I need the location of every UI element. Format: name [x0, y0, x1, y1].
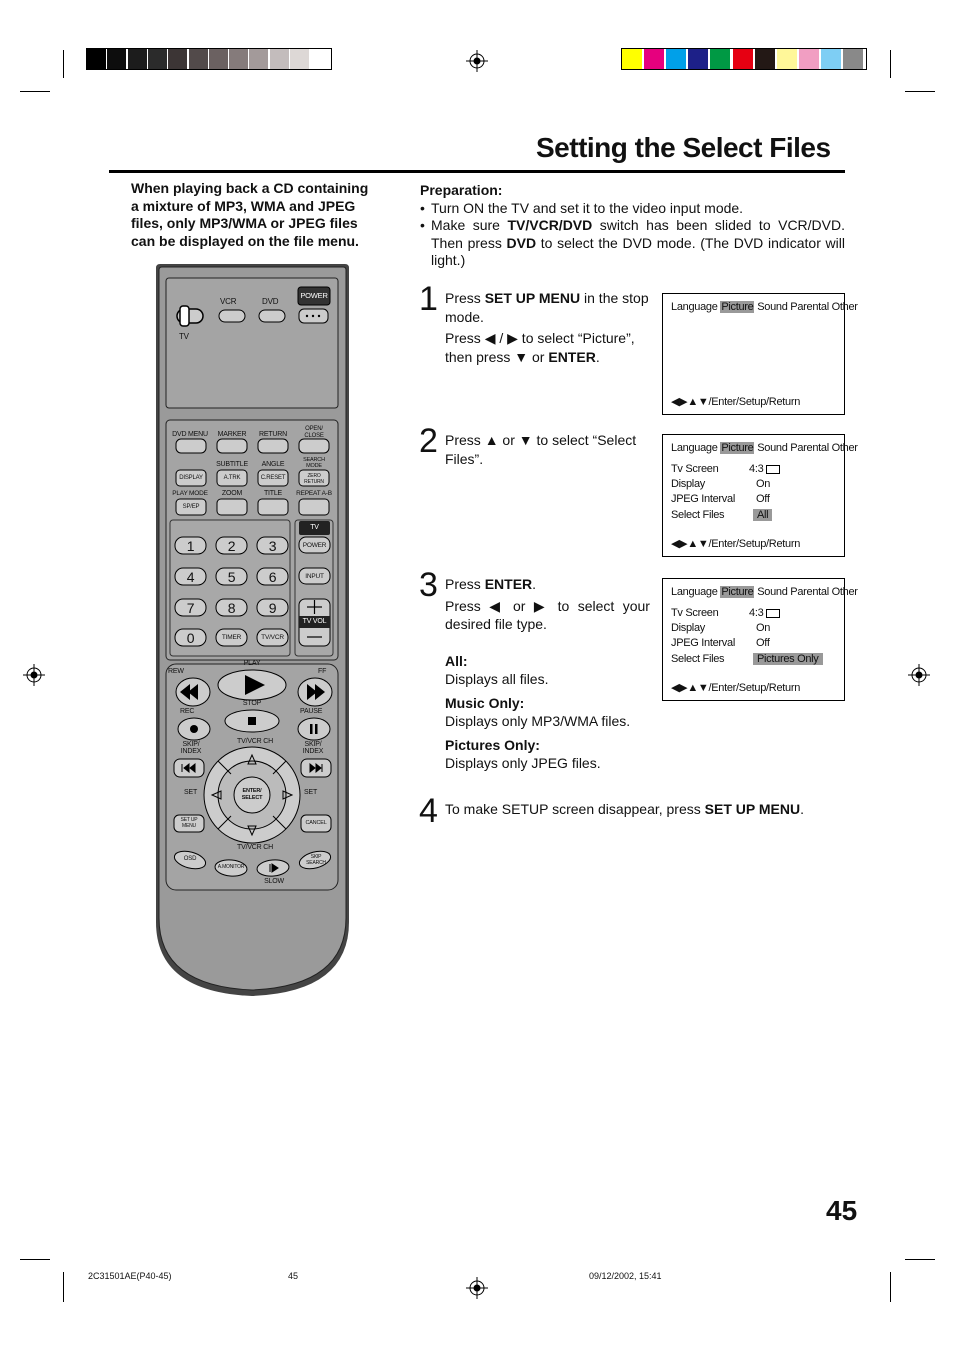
title-rule: [109, 170, 845, 173]
open-close-button[interactable]: OPEN/ CLOSE: [304, 426, 324, 439]
enter-select-button[interactable]: ENTER/ SELECT: [241, 788, 263, 801]
grayscale-bar: [86, 48, 332, 70]
tv-screen-icon: [766, 609, 780, 618]
digit-5-button[interactable]: 5: [227, 569, 236, 585]
color-swatch: [688, 49, 709, 69]
skip-index-label: SKIP/ INDEX: [180, 741, 202, 755]
osd-row: Display On: [671, 478, 771, 490]
slow-label: SLOW: [264, 878, 284, 885]
digit-6-button[interactable]: 6: [268, 569, 277, 585]
gray-swatch: [168, 49, 188, 69]
osd-footer: ◀▶▲▼/Enter/Setup/Return: [671, 538, 801, 550]
registration-mark-icon: [466, 50, 488, 72]
title-label: TITLE: [263, 490, 283, 497]
color-swatch: [733, 49, 754, 69]
gray-swatch: [87, 49, 107, 69]
rew-label: REW: [168, 668, 184, 675]
gray-swatch: [148, 49, 168, 69]
gray-swatch: [270, 49, 290, 69]
remote-label: VCR: [220, 297, 237, 306]
osd-screen: [662, 578, 858, 701]
color-swatch: [622, 49, 643, 69]
tv-vol-label: TV VOL: [302, 618, 327, 625]
amonitor-button[interactable]: A.MONITOR: [217, 864, 245, 870]
step-number: 3: [419, 566, 438, 604]
page-number: 45: [826, 1195, 858, 1226]
digit-1-button[interactable]: 1: [186, 538, 195, 554]
osd-menu-bar: Language Picture Sound Parental Other: [671, 442, 858, 454]
color-swatch: [843, 49, 864, 69]
step-number: 1: [419, 280, 438, 318]
remote-control: [150, 262, 355, 998]
osd-footer: ◀▶▲▼/Enter/Setup/Return: [671, 396, 801, 408]
display-button[interactable]: DISPLAY: [179, 475, 203, 481]
rec-label: REC: [180, 708, 195, 715]
osd-menu-bar: Language Picture Sound Parental Other: [671, 586, 858, 598]
digit-8-button[interactable]: 8: [227, 600, 236, 616]
color-swatch: [777, 49, 798, 69]
gray-swatch: [128, 49, 148, 69]
play-mode-label: PLAY MODE: [172, 490, 208, 497]
spep-button[interactable]: SP/EP: [182, 504, 200, 510]
preparation-bullet: • Turn ON the TV and set it to the video input mode.: [420, 200, 845, 218]
digit-9-button[interactable]: 9: [268, 600, 277, 616]
osd-row: Display On: [671, 622, 771, 634]
color-swatch: [821, 49, 842, 69]
remote-label: DVD: [262, 297, 279, 306]
left-arrow-icon: ◀: [484, 330, 496, 346]
left-arrow-icon: ◀: [489, 597, 505, 614]
play-label: PLAY: [243, 660, 261, 667]
footer-page: 45: [288, 1271, 299, 1281]
tv-vcr-ch-label: TV/VCR CH: [237, 738, 273, 745]
subtitle-label: SUBTITLE: [216, 461, 248, 468]
gray-swatch: [290, 49, 310, 69]
gray-swatch: [249, 49, 269, 69]
zoom-label: ZOOM: [221, 490, 243, 497]
color-swatch: [710, 49, 731, 69]
search-mode-label: SEARCH MODE: [303, 457, 325, 469]
power-tv-button[interactable]: POWER: [302, 542, 327, 549]
color-swatch: [755, 49, 776, 69]
intro-text: When playing back a CD containing a mixture of MP3, WMA and JPEG files, only MP3/WMA or JPEG files can be displayed on the file menu.: [131, 180, 369, 249]
crop-mark: [20, 91, 50, 92]
ff-label: FF: [318, 668, 327, 675]
gray-swatch: [229, 49, 249, 69]
step-3-text: Press ENTER. Press ◀ or ▶ to select your desired file type. All: Displays all files. Music Only: Displays only MP3/WMA files. Pictures Only: Displays only JPEG files.: [445, 576, 650, 771]
osd-footer: ◀▶▲▼/Enter/Setup/Return: [671, 682, 801, 694]
crop-mark: [890, 50, 891, 78]
digit-4-button[interactable]: 4: [186, 569, 195, 585]
preparation-bullet: • Make sure TV/VCR/DVD switch has been slided to VCR/DVD. Then press DVD to select the DVD mode. (The DVD indicator will light.): [420, 217, 846, 268]
registration-mark-icon: [23, 664, 45, 686]
remote-label: TV: [179, 332, 189, 341]
down-arrow-icon: ▼: [514, 348, 529, 365]
power-button[interactable]: POWER: [300, 291, 328, 300]
osd-row: Select Files All: [671, 509, 724, 521]
digit-7-button[interactable]: 7: [186, 600, 195, 616]
tv-screen-icon: [766, 465, 780, 474]
marker-button[interactable]: MARKER: [217, 431, 247, 438]
osd-menu-bar: Language Picture Sound Parental Other: [671, 301, 858, 313]
setup-menu-button[interactable]: SET UP MENU: [180, 817, 198, 829]
timer-button[interactable]: TIMER: [221, 634, 242, 641]
preparation-heading: Preparation:: [420, 182, 503, 198]
step-2-text: Press ▲ or ▼ to select “Select Files”.: [445, 432, 637, 467]
footer-date: 09/12/2002, 15:41: [589, 1271, 662, 1281]
angle-label: ANGLE: [261, 461, 285, 468]
down-arrow-icon: ▼: [518, 432, 533, 448]
digit-2-button[interactable]: 2: [227, 538, 236, 554]
digit-0-button[interactable]: 0: [186, 630, 195, 646]
digit-3-button[interactable]: 3: [268, 538, 277, 554]
creset-button[interactable]: C.RESET: [260, 475, 286, 481]
color-swatch: [666, 49, 687, 69]
page-title: Setting the Select Files: [536, 132, 831, 163]
color-swatch: [799, 49, 820, 69]
bullet-text: Turn ON the TV and set it to the video input mode.: [431, 200, 744, 216]
step-4-text: To make SETUP screen disappear, press SET UP MENU.: [445, 801, 804, 817]
tv-button[interactable]: TV: [310, 524, 319, 531]
cancel-button[interactable]: CANCEL: [305, 820, 327, 826]
osd-button[interactable]: OSD: [183, 856, 197, 862]
gray-swatch: [310, 49, 330, 69]
bullet-text: Make sure TV/VCR/DVD switch has been slided to VCR/DVD. Then press DVD to select the DVD mode. (The DVD indicator will light.): [431, 217, 846, 268]
skip-search-button[interactable]: SKIP SEARCH: [306, 854, 326, 866]
osd-row: JPEG Interval Off: [671, 637, 770, 649]
osd-screen: [662, 293, 858, 415]
stop-label: STOP: [242, 700, 262, 707]
right-arrow-icon: ▶: [533, 597, 550, 614]
dvd-menu-button[interactable]: DVD MENU: [172, 431, 208, 438]
crop-mark: [905, 1259, 935, 1260]
right-arrow-icon: ▶: [507, 330, 518, 346]
crop-mark: [63, 50, 64, 78]
nav-arrows-icon: ◀▶▲▼: [671, 682, 709, 694]
set-label: SET: [304, 789, 318, 796]
skip-index-label: SKIP/ INDEX: [302, 741, 324, 755]
crop-mark: [905, 91, 935, 92]
return-button[interactable]: RETURN: [259, 431, 287, 438]
gray-swatch: [189, 49, 209, 69]
gray-swatch: [209, 49, 229, 69]
repeat-label: REPEAT A-B: [296, 490, 332, 497]
registration-mark-icon: [466, 1277, 488, 1299]
nav-arrows-icon: ◀▶▲▼: [671, 538, 709, 550]
osd-row: Select Files Pictures Only: [671, 653, 724, 665]
step-number: 4: [419, 792, 438, 830]
atrk-button[interactable]: A.TRK: [223, 475, 241, 481]
input-button[interactable]: INPUT: [305, 573, 324, 580]
zero-return-button[interactable]: ZERO RETURN: [304, 473, 324, 485]
osd-screen: [662, 434, 858, 557]
color-bar: [621, 48, 867, 70]
crop-mark: [20, 1259, 50, 1260]
tv-vcr-ch-label: TV/VCR CH: [237, 844, 273, 851]
gray-swatch: [107, 49, 127, 69]
crop-mark: [63, 1272, 64, 1302]
registration-mark-icon: [908, 664, 930, 686]
footer-code: 2C31501AE(P40-45): [88, 1271, 172, 1281]
nav-arrows-icon: ◀▶▲▼: [671, 396, 709, 408]
tvvcr-button[interactable]: TV/VCR: [261, 634, 284, 641]
step-1-text: Press SET UP MENU in the stop mode. Press ◀ / ▶ to select “Picture”, then press ▼ or ENTER.: [445, 290, 649, 365]
osd-row: Tv Screen 4:3: [671, 463, 718, 475]
osd-row: Tv Screen 4:3: [671, 607, 718, 619]
set-label: SET: [184, 789, 198, 796]
osd-row: JPEG Interval Off: [671, 493, 770, 505]
pause-label: PAUSE: [300, 708, 323, 715]
up-arrow-icon: ▲: [484, 432, 499, 448]
crop-mark: [890, 1272, 891, 1302]
color-swatch: [644, 49, 665, 69]
step-number: 2: [419, 422, 438, 460]
